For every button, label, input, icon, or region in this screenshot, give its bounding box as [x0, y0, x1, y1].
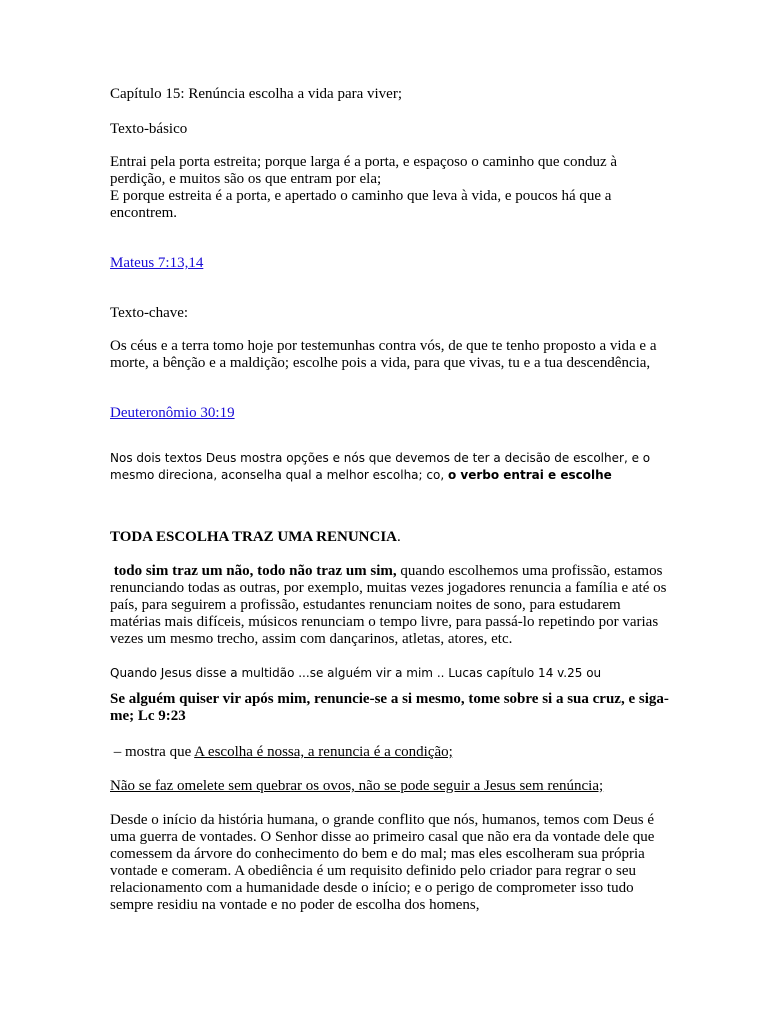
choice-paragraph [110, 563, 670, 648]
shows-prefix: – mostra que [113, 744, 192, 760]
comment-paragraph [110, 450, 670, 484]
omelete-line: Não se faz omelete sem quebrar os ovos, não se pode seguir a Jesus sem renúncia; [110, 778, 604, 794]
history-paragraph: Desde o início da história humana, o grande conflito que nós, humanos, temos com Deus é uma guerra de vontades. O Senhor disse ao primeiro casal que não era da vontade dele que comessem da árvore do conhecimento do bem e do mal; mas eles escolheram sua própria vontade e comeram. A obediência é um requisito definido pelo criador para regrar o seu relacionamento com a humanidade desde o início; e o perigo de comprometer isso tudo sempre residiu na vontade e no poder de escolha dos homens, [110, 812, 655, 913]
key-text-label: Texto-chave: [110, 305, 189, 321]
mateus-reference-link[interactable]: Mateus 7:13,14 [110, 255, 204, 271]
jesus-line: Quando Jesus disse a multidão ...se alguém vir a mim .. Lucas capítulo 14 v.25 ou [110, 666, 602, 680]
basic-text-label: Texto-básico [110, 121, 188, 137]
comment-bold: o verbo entrai e escolhe [447, 468, 612, 482]
choice-paragraph-bold: todo sim traz um não, todo não traz um sim, [113, 563, 397, 579]
basic-text [110, 154, 670, 222]
heading-text: TODA ESCOLHA TRAZ UMA RENUNCIA [110, 529, 397, 545]
comment-text: Nos dois textos Deus mostra opções e nós que devemos de ter a decisão de escolher, e o mesmo direciona, aconselha qual a melhor escolha; co, [110, 451, 651, 482]
choice-condition-underlined: A escolha é nossa, a renuncia é a condição; [194, 744, 453, 760]
deuteronomio-reference-link[interactable]: Deuteronômio 30:19 [110, 405, 235, 421]
key-text: Os céus e a terra tomo hoje por testemunhas contra vós, de que te tenho proposto a vida e a morte, a bênção e a maldição; escolhe pois a vida, para que vivas, tu e a tua descendência, [110, 338, 657, 371]
choice-condition-line [110, 744, 670, 761]
choice-paragraph-text: quando escolhemos uma profissão, estamos renunciando todas as outras, por exemplo, muitas vezes jogadores renuncia a família e até os país, para seguirem a profissão, estudantes renunciam noites de sono, para estudarem matérias mais difíceis, músicos renunciam o tempo livre, para passá-lo repetindo por varias vezes um mesmo trecho, assim com dançarinos, atletas, atores, etc. [110, 563, 667, 647]
luke-quote: Se alguém quiser vir após mim, renuncie-se a si mesmo, tome sobre si a sua cruz, e siga-me; Lc 9:23 [110, 691, 669, 724]
heading-dot: . [397, 529, 401, 545]
section-heading [110, 529, 670, 546]
basic-text-line2: E porque estreita é a porta, e apertado o caminho que leva à vida, e poucos há que a encontrem. [110, 188, 612, 221]
chapter-title: Capítulo 15: Renúncia escolha a vida para viver; [110, 86, 402, 102]
basic-text-line1: Entrai pela porta estreita; porque larga é a porta, e espaçoso o caminho que conduz à perdição, e muitos são os que entram por ela; [110, 154, 618, 187]
